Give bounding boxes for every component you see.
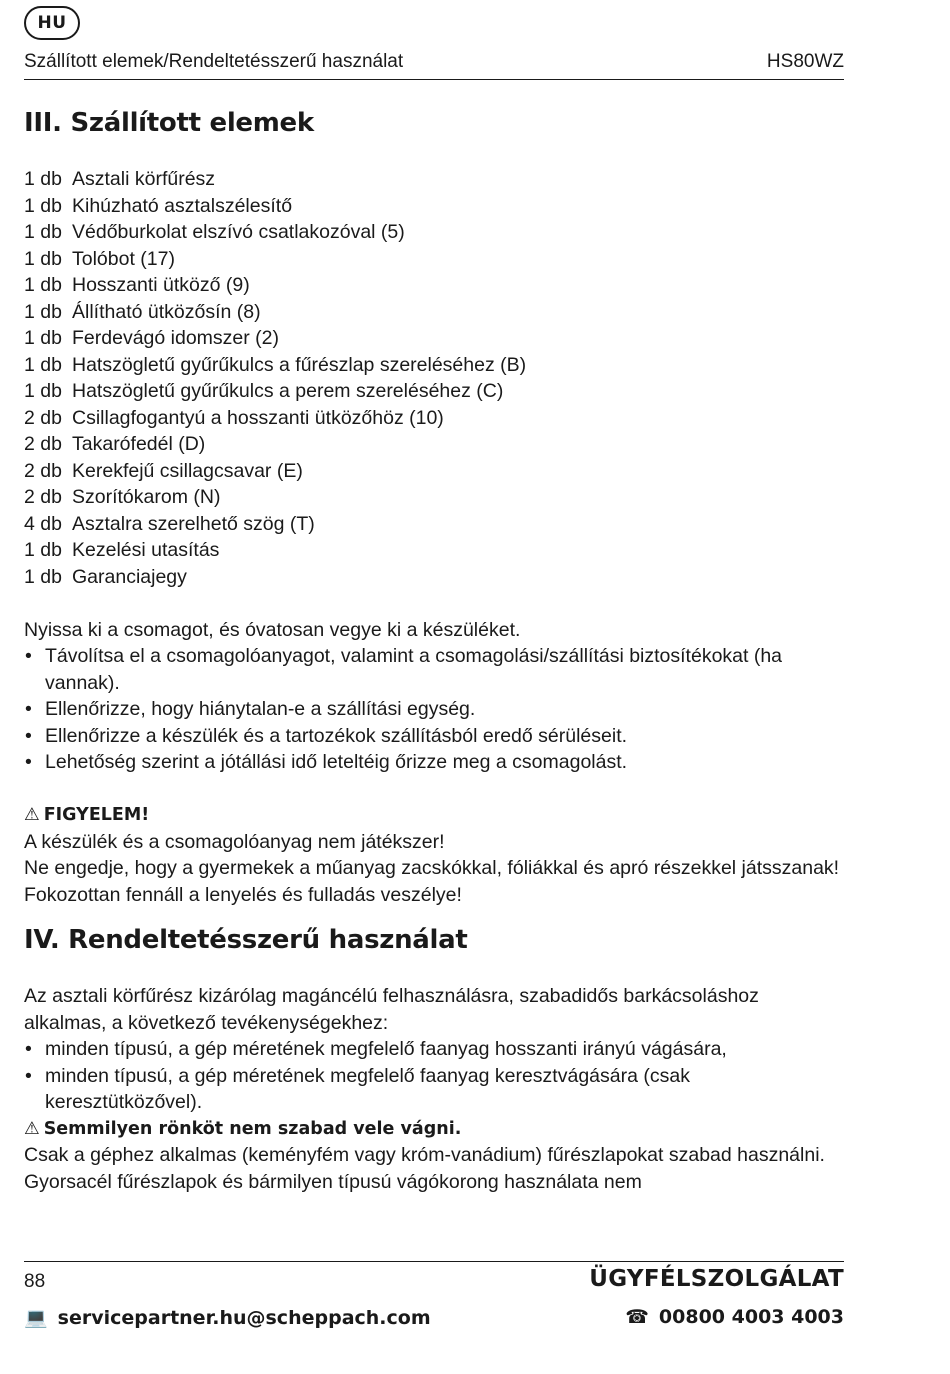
list-item (24, 537, 846, 564)
page-content (24, 103, 846, 1195)
service-email[interactable]: 💻 servicepartner.hu@scheppach.com (24, 1307, 431, 1329)
list-item (24, 431, 846, 458)
item-qty: 4 db (24, 512, 62, 535)
list-item (24, 246, 846, 273)
unpack-intro: Nyissa ki a csomagot, és óvatosan vegye ki a készüléket. (24, 618, 521, 641)
item-qty: 1 db (24, 380, 62, 402)
section-4-title: IV. Rendeltetésszerű használat (24, 925, 468, 955)
list-item: • minden típusú, a gép méretének megfelelő faanyag hosszanti irányú vágására, (25, 1038, 727, 1060)
blade-usage-text: Csak a géphez alkalmas (keményfém vagy króm-vanádium) fűrészlapokat szabad használni. Gyorsacél fűrészlapok és bármilyen típusú vágókorong használata nem (24, 1144, 825, 1193)
item-name: Tolóbot (17) (72, 247, 175, 270)
warning-icon: ⚠ (24, 1118, 40, 1139)
page-header (24, 51, 844, 73)
warning-title: FIGYELEM! (43, 805, 150, 825)
item-qty: 1 db (24, 221, 62, 243)
header-section-title: Szállított elemek/Rendeltetésszerű használat (24, 51, 404, 72)
item-name: Kerekfejű csillagcsavar (E) (72, 459, 303, 482)
service-phone[interactable]: ☎ 00800 4003 4003 (625, 1306, 844, 1328)
warning-line: Ne engedje, hogy a gyermekek a műanyag zacskókkal, fóliákkal és apró részekkel játsszanak! (24, 857, 840, 879)
log-cutting-warning: ⚠ Semmilyen rönköt nem szabad vele vágni. (24, 1118, 462, 1139)
list-item (24, 193, 846, 220)
item-name: Állítható ütközősín (8) (72, 300, 261, 323)
item-qty: 1 db (24, 300, 62, 323)
item-qty: 1 db (24, 353, 62, 376)
item-qty: 2 db (24, 459, 62, 482)
item-name: Asztalra szerelhető szög (T) (72, 512, 315, 535)
item-name: Hatszögletű gyűrűkulcs a perem szereléséhez (C) (72, 380, 504, 402)
list-item (24, 564, 846, 591)
section-3-title: III. Szállított elemek (24, 108, 314, 138)
list-item (24, 458, 846, 485)
list-item (24, 325, 846, 352)
warning-icon: ⚠ (24, 805, 40, 825)
item-qty: 1 db (24, 194, 62, 217)
language-badge: HU (24, 6, 80, 40)
item-qty: 1 db (24, 565, 62, 588)
list-item (24, 378, 846, 405)
item-name: Hosszanti ütköző (9) (72, 274, 250, 296)
list-item (24, 405, 846, 432)
header-divider (24, 79, 844, 80)
list-item: • Ellenőrizze, hogy hiánytalan-e a szállítási egység. (25, 698, 476, 720)
item-qty: 1 db (24, 168, 62, 190)
list-item: • minden típusú, a gép méretének megfelelő faanyag keresztvágására (csak keresztütközővel). (25, 1064, 690, 1113)
item-name: Asztali körfűrész (72, 168, 216, 190)
list-item (24, 272, 846, 299)
warning-line: A készülék és a csomagolóanyag nem játékszer! (24, 830, 445, 853)
warning-heading (24, 802, 846, 829)
item-name: Hatszögletű gyűrűkulcs a fűrészlap szereléséhez (B) (72, 353, 527, 376)
unpack-steps-list (24, 643, 846, 776)
item-qty: 1 db (24, 274, 62, 296)
item-name: Kihúzható asztalszélesítő (72, 194, 293, 217)
item-name: Kezelési utasítás (72, 539, 220, 561)
warning-line: Fokozottan fennáll a lenyelés és fulladás veszélye! (24, 883, 462, 906)
list-item: • Távolítsa el a csomagolóanyagot, valamint a csomagolási/szállítási biztosítékokat (ha vannak). (25, 645, 783, 694)
item-qty: 1 db (24, 247, 62, 270)
item-qty: 2 db (24, 486, 62, 508)
item-name: Védőburkolat elszívó csatlakozóval (5) (72, 221, 405, 243)
item-qty: 1 db (24, 327, 62, 349)
delivered-items-list (24, 166, 846, 590)
list-item: • Ellenőrizze a készülék és a tartozékok szállításból eredő sérüléseit. (25, 724, 628, 747)
item-name: Szorítókarom (N) (72, 486, 221, 508)
list-item (24, 219, 846, 246)
item-name: Takarófedél (D) (72, 433, 206, 455)
intended-uses-list (24, 1036, 846, 1116)
page-number: 88 (24, 1271, 46, 1292)
header-model: HS80WZ (766, 51, 844, 72)
list-item (24, 511, 846, 538)
laptop-icon: 💻 (24, 1307, 48, 1329)
customer-service-title: ÜGYFÉLSZOLGÁLAT (589, 1266, 844, 1292)
item-qty: 1 db (24, 539, 62, 561)
item-qty: 2 db (24, 406, 62, 429)
footer-divider (24, 1261, 844, 1262)
telephone-icon: ☎ (625, 1306, 649, 1328)
list-item (24, 166, 846, 193)
list-item (24, 352, 846, 379)
item-qty: 2 db (24, 433, 62, 455)
item-name: Csillagfogantyú a hosszanti ütközőhöz (10) (72, 406, 444, 429)
list-item (24, 299, 846, 326)
item-name: Garanciajegy (72, 565, 187, 588)
item-name: Ferdevágó idomszer (2) (72, 327, 279, 349)
intended-use-intro: Az asztali körfűrész kizárólag magáncélú felhasználásra, szabadidős barkácsoláshoz alkalmas, a következő tevékenységekhez: (24, 985, 759, 1034)
list-item: • Lehetőség szerint a jótállási idő leteltéig őrizze meg a csomagolást. (25, 751, 628, 773)
list-item (24, 484, 846, 511)
